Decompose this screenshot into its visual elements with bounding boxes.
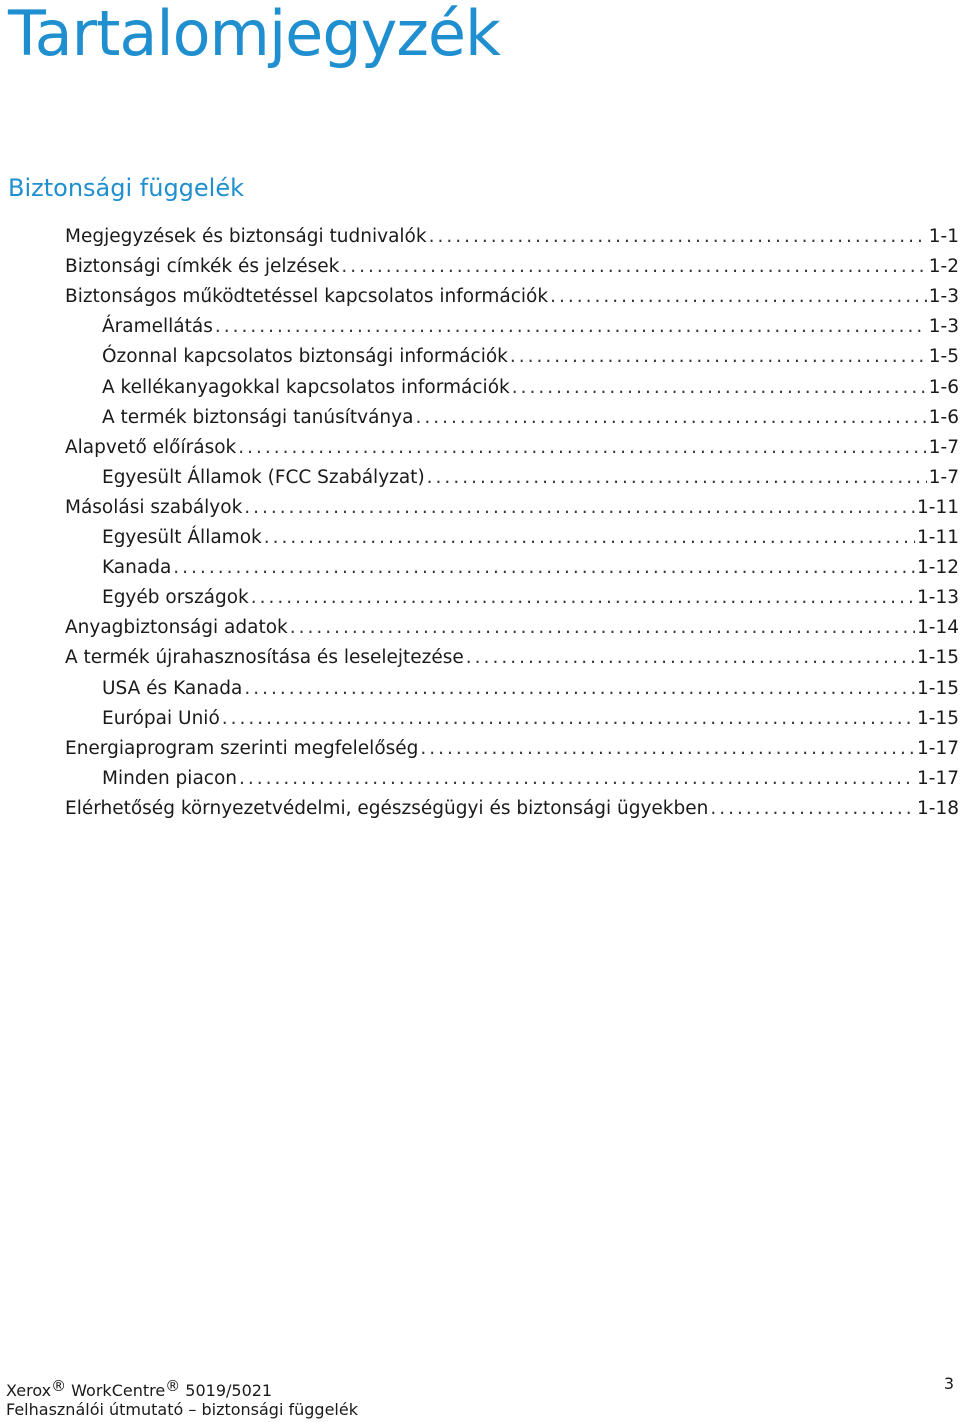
toc-entry-page: 1-6 (928, 406, 959, 428)
toc-dot-leader (550, 282, 927, 312)
toc-entry-page: 1-11 (917, 527, 959, 548)
page-title: Tartalomjegyzék (8, 0, 500, 70)
toc-dot-leader (238, 433, 927, 463)
toc-entry-page: 1-1 (928, 226, 959, 247)
toc-entry-label: Megjegyzések és biztonsági tudnivalók (65, 226, 427, 247)
toc-dot-leader (429, 222, 927, 252)
toc-dot-leader (173, 553, 915, 583)
toc-entry-page: 1-5 (928, 346, 959, 368)
footer-product: WorkCentre (71, 1381, 166, 1400)
toc-entry-page: 1-2 (928, 256, 959, 278)
toc-dot-leader (244, 674, 915, 704)
toc-dot-leader (710, 794, 915, 824)
toc-entry[interactable] (102, 312, 959, 342)
toc-entry-label: Minden piacon (102, 767, 237, 789)
toc-entry-page: 1-7 (928, 436, 959, 458)
toc-entry-label: A termék biztonsági tanúsítványa (102, 406, 414, 428)
toc-entry[interactable] (65, 252, 959, 282)
toc-entry[interactable] (102, 553, 959, 583)
toc-dot-leader (251, 583, 915, 613)
footer-model: 5019/5021 (185, 1381, 273, 1400)
toc-entry-page: 1-15 (917, 677, 959, 699)
toc-entry[interactable] (102, 704, 959, 734)
toc-dot-leader (239, 764, 915, 794)
toc-entry-page: 1-17 (917, 767, 959, 789)
toc-entry[interactable] (65, 643, 959, 673)
toc-entry[interactable] (65, 734, 959, 764)
toc-entry[interactable] (65, 222, 959, 252)
toc-entry-label: Elérhetőség környezetvédelmi, egészségügyi és biztonsági ügyekben (65, 797, 709, 819)
toc-entry-page: 1-17 (917, 737, 959, 759)
toc-dot-leader (512, 373, 927, 403)
toc-entry[interactable] (102, 764, 959, 794)
registered-mark-product: ® (165, 1377, 181, 1395)
toc-entry[interactable] (102, 674, 959, 704)
toc-entry-label: Anyagbiztonsági adatok (65, 617, 288, 639)
toc-dot-leader (466, 643, 915, 673)
toc-entry-page: 1-3 (928, 286, 959, 308)
toc-dot-leader (415, 403, 926, 433)
toc-entry-page: 1-3 (928, 316, 959, 338)
footer-brand: Xerox (6, 1381, 52, 1400)
toc-entry-page: 1-15 (917, 647, 959, 669)
toc-dot-leader (264, 523, 915, 553)
toc-entry-label: Alapvető előírások (65, 436, 237, 458)
toc-entry-label: A termék újrahasznosítása és leselejtezése (65, 647, 464, 669)
toc-entry-label: A kellékanyagokkal kapcsolatos információk (102, 376, 510, 398)
registered-mark: ® (51, 1377, 67, 1395)
toc-entry[interactable] (102, 403, 959, 433)
toc-entry-label: USA és Kanada (102, 677, 243, 699)
toc-entry[interactable] (102, 583, 959, 613)
toc-entry-page: 1-7 (928, 466, 959, 488)
toc-entry[interactable] (102, 373, 959, 403)
toc-entry-page: 1-12 (917, 557, 959, 579)
toc-entry-label: Egyesült Államok (102, 527, 262, 548)
footer-page-number: 3 (943, 1374, 954, 1393)
toc-entry-label: Biztonsági címkék és jelzések (65, 256, 340, 278)
toc-entry[interactable] (65, 794, 959, 824)
toc-entry-label: Biztonságos működtetéssel kapcsolatos információk (65, 286, 549, 308)
toc-entry-label: Egyesült Államok (FCC Szabályzat) (102, 466, 425, 488)
toc-entry-label: Kanada (102, 557, 172, 579)
toc-dot-leader (341, 252, 926, 282)
toc-dot-leader (290, 613, 915, 643)
toc-dot-leader (244, 493, 915, 523)
toc-entry-page: 1-14 (917, 617, 959, 639)
toc-entry-label: Egyéb országok (102, 587, 249, 609)
toc-entry[interactable] (65, 493, 959, 523)
toc-entry-page: 1-15 (917, 707, 959, 729)
toc-entry-label: Másolási szabályok (65, 496, 243, 518)
toc-entry-label: Áramellátás (102, 316, 213, 338)
toc-dot-leader (427, 463, 927, 493)
toc-entry[interactable] (65, 613, 959, 643)
toc-entry-page: 1-6 (928, 376, 959, 398)
toc-entry[interactable] (102, 463, 959, 493)
toc-entry[interactable] (102, 523, 959, 553)
toc-entry-label: Európai Unió (102, 707, 220, 729)
footer-subtitle: Felhasználói útmutató – biztonsági függelék (6, 1400, 358, 1419)
toc-dot-leader (420, 734, 915, 764)
toc-entry-page: 1-18 (917, 797, 959, 819)
toc-entry[interactable] (65, 282, 959, 312)
toc-entry-label: Energiaprogram szerinti megfelelőség (65, 737, 419, 759)
toc-entry[interactable] (102, 342, 959, 372)
toc-entry-label: Ózonnal kapcsolatos biztonsági információk (102, 346, 508, 368)
section-title: Biztonsági függelék (8, 174, 245, 202)
toc-dot-leader (510, 342, 927, 372)
toc-dot-leader (222, 704, 915, 734)
toc-entry-page: 1-13 (917, 587, 959, 609)
toc-dot-leader (215, 312, 927, 342)
toc-entry-page: 1-11 (917, 496, 959, 518)
toc-entry[interactable] (65, 433, 959, 463)
